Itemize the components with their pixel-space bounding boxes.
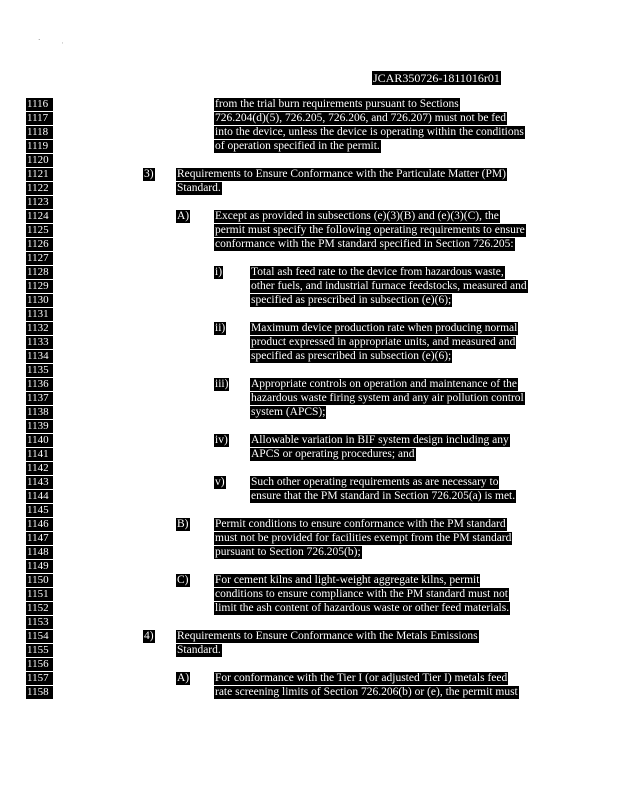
- document-line: [0, 210, 618, 224]
- document-line: [0, 238, 618, 252]
- line-number: 1140: [26, 434, 53, 447]
- subsection-label: iii): [215, 378, 229, 390]
- subsection-label: C): [177, 574, 189, 586]
- document-line: [0, 616, 618, 630]
- line-number: 1155: [26, 644, 53, 657]
- document-line: [0, 574, 618, 588]
- line-number: 1143: [26, 476, 53, 489]
- document-line: [0, 434, 618, 448]
- document-line: [0, 532, 618, 546]
- line-text: specified as prescribed in subsection (e)(6);: [251, 294, 452, 306]
- line-text: system (APCS);: [251, 406, 326, 418]
- document-line: [0, 448, 618, 462]
- line-number: 1127: [26, 252, 53, 265]
- line-text: other fuels, and industrial furnace feedstocks, measured and: [251, 280, 527, 292]
- line-number: 1116: [26, 98, 53, 111]
- line-text: Requirements to Ensure Conformance with the Particulate Matter (PM): [177, 168, 506, 180]
- line-number: 1134: [26, 350, 53, 363]
- document-line: [0, 644, 618, 658]
- line-number: 1120: [26, 154, 53, 167]
- line-number: 1122: [26, 182, 53, 195]
- line-number: 1121: [26, 168, 53, 181]
- line-number: 1142: [26, 462, 53, 475]
- line-text: of operation specified in the permit.: [215, 140, 380, 152]
- line-number: 1136: [26, 378, 53, 391]
- document-line: [0, 308, 618, 322]
- line-text: Standard.: [177, 644, 221, 656]
- line-number: 1131: [26, 308, 53, 321]
- line-text: Maximum device production rate when producing normal: [251, 322, 518, 334]
- line-text: Requirements to Ensure Conformance with the Metals Emissions: [177, 630, 478, 642]
- line-text: APCS or operating procedures; and: [251, 448, 415, 460]
- document-line: [0, 588, 618, 602]
- document-line: [0, 560, 618, 574]
- line-number: 1128: [26, 266, 53, 279]
- line-text: conditions to ensure compliance with the PM standard must not: [215, 588, 508, 600]
- line-text: must not be provided for facilities exempt from the PM standard: [215, 532, 512, 544]
- document-line: [0, 392, 618, 406]
- document-line: [0, 196, 618, 210]
- line-text: For conformance with the Tier I (or adjusted Tier I) metals feed: [215, 672, 508, 684]
- subsection-label: 3): [144, 168, 154, 180]
- document-line: [0, 154, 618, 168]
- document-line: [0, 182, 618, 196]
- document-line: [0, 546, 618, 560]
- line-number: 1154: [26, 630, 53, 643]
- line-number: 1139: [26, 420, 53, 433]
- document-line: [0, 98, 618, 112]
- line-number: 1158: [26, 686, 53, 699]
- document-line: [0, 658, 618, 672]
- line-text: Appropriate controls on operation and maintenance of the: [251, 378, 518, 390]
- document-line: [0, 252, 618, 266]
- line-number: 1156: [26, 658, 53, 671]
- document-line: [0, 686, 618, 700]
- line-number: 1124: [26, 210, 53, 223]
- line-number: 1151: [26, 588, 53, 601]
- line-text: Such other operating requirements as are necessary to: [251, 476, 499, 488]
- document-line: [0, 462, 618, 476]
- line-number: 1132: [26, 322, 53, 335]
- line-text: 726.204(d)(5), 726.205, 726.206, and 726.207) must not be fed: [215, 112, 506, 124]
- line-number: 1152: [26, 602, 53, 615]
- line-number: 1145: [26, 504, 53, 517]
- document-line: [0, 518, 618, 532]
- line-number: 1125: [26, 224, 53, 237]
- line-text: ensure that the PM standard in Section 726.205(a) is met.: [251, 490, 516, 502]
- document-line: [0, 224, 618, 238]
- line-text: into the device, unless the device is operating within the conditions: [215, 126, 524, 138]
- document-line: [0, 322, 618, 336]
- line-text: limit the ash content of hazardous waste or other feed materials.: [215, 602, 510, 614]
- subsection-label: A): [177, 210, 190, 222]
- line-number: 1149: [26, 560, 53, 573]
- line-text: Allowable variation in BIF system design including any: [251, 434, 509, 446]
- line-number: 1147: [26, 532, 53, 545]
- document-line: [0, 630, 618, 644]
- document-line: [0, 350, 618, 364]
- document-line: [0, 112, 618, 126]
- line-number: 1144: [26, 490, 53, 503]
- document-line: [0, 280, 618, 294]
- line-text: pursuant to Section 726.205(b);: [215, 546, 361, 558]
- document-line: [0, 420, 618, 434]
- document-line: [0, 476, 618, 490]
- document-line: [0, 140, 618, 154]
- document-line: [0, 490, 618, 504]
- line-text: Permit conditions to ensure conformance with the PM standard: [215, 518, 506, 530]
- line-number: 1148: [26, 546, 53, 559]
- line-number: 1118: [26, 126, 53, 139]
- document-line: [0, 168, 618, 182]
- document-line: [0, 336, 618, 350]
- line-number: 1150: [26, 574, 53, 587]
- document-line: [0, 672, 618, 686]
- line-text: Except as provided in subsections (e)(3)(B) and (e)(3)(C), the: [215, 210, 499, 222]
- line-number: 1137: [26, 392, 53, 405]
- line-number: 1138: [26, 406, 53, 419]
- document-line: [0, 504, 618, 518]
- subsection-label: A): [177, 672, 190, 684]
- subsection-label: ii): [215, 322, 226, 334]
- document-line: [0, 378, 618, 392]
- subsection-label: v): [215, 476, 225, 488]
- document-header-code: JCAR350726-1811016r01: [373, 71, 500, 85]
- line-text: permit must specify the following operating requirements to ensure: [215, 224, 525, 236]
- line-text: from the trial burn requirements pursuant to Sections: [215, 98, 459, 110]
- line-number: 1157: [26, 672, 53, 685]
- line-number: 1123: [26, 196, 53, 209]
- line-text: product expressed in appropriate units, and measured and: [251, 336, 516, 348]
- subsection-label: 4): [144, 630, 154, 642]
- line-number: 1119: [26, 140, 53, 153]
- line-text: rate screening limits of Section 726.206(b) or (e), the permit must: [215, 686, 518, 698]
- subsection-label: i): [215, 266, 223, 278]
- line-number: 1126: [26, 238, 53, 251]
- line-text: Total ash feed rate to the device from hazardous waste,: [251, 266, 504, 278]
- line-text: For cement kilns and light-weight aggregate kilns, permit: [215, 574, 480, 586]
- line-number: 1146: [26, 518, 53, 531]
- scan-specks: · ˌ: [38, 36, 64, 44]
- line-number: 1130: [26, 294, 53, 307]
- line-number: 1153: [26, 616, 53, 629]
- line-text: conformance with the PM standard specified in Section 726.205:: [215, 238, 514, 250]
- line-text: hazardous waste firing system and any air pollution control: [251, 392, 524, 404]
- line-number: 1129: [26, 280, 53, 293]
- document-line: [0, 294, 618, 308]
- document-line: [0, 602, 618, 616]
- line-number: 1117: [26, 112, 53, 125]
- line-number: 1141: [26, 448, 53, 461]
- document-line: [0, 364, 618, 378]
- document-line: [0, 266, 618, 280]
- line-text: specified as prescribed in subsection (e)(6);: [251, 350, 452, 362]
- line-text: Standard.: [177, 182, 221, 194]
- line-number: 1133: [26, 336, 53, 349]
- subsection-label: iv): [215, 434, 228, 446]
- document-line: [0, 126, 618, 140]
- subsection-label: B): [177, 518, 189, 530]
- line-number: 1135: [26, 364, 53, 377]
- document-line: [0, 406, 618, 420]
